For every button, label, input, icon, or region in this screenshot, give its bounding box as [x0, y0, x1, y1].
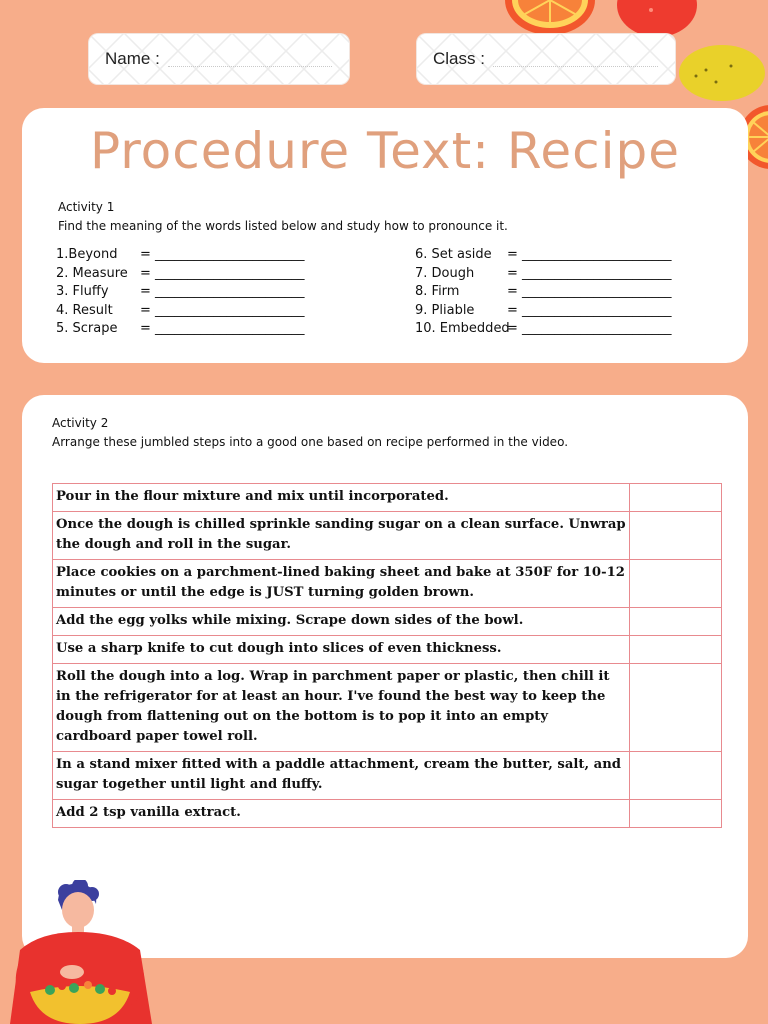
table-row	[53, 664, 722, 752]
name-input-line[interactable]	[168, 52, 332, 67]
vocab-row	[56, 265, 305, 284]
step-text: Roll the dough into a log. Wrap in parchment paper or plastic, then chill it in the refrigerator for at least an hour. I've found the best way to keep the dough from flattening out on the bottom is to pop it into an empty cardboard paper towel roll.	[53, 664, 630, 752]
activity1-card	[22, 108, 748, 363]
vocab-row	[56, 283, 305, 302]
order-cell[interactable]	[630, 512, 722, 560]
vocab-blank[interactable]: = _______________________	[140, 321, 305, 336]
vocab-row	[56, 320, 305, 339]
order-cell[interactable]	[630, 800, 722, 828]
order-cell[interactable]	[630, 752, 722, 800]
vocab-row	[415, 283, 672, 302]
vocab-list-left	[56, 246, 305, 339]
class-field[interactable]	[416, 33, 676, 85]
vocab-blank[interactable]: = _______________________	[507, 284, 672, 299]
class-label: Class :	[433, 49, 485, 68]
vocab-word: 8. Firm	[415, 284, 460, 299]
vocab-word: 1.Beyond	[56, 247, 118, 262]
vocab-blank[interactable]: = _______________________	[507, 247, 672, 262]
steps-table	[52, 483, 722, 828]
step-text: In a stand mixer fitted with a paddle attachment, cream the butter, salt, and sugar together until light and fluffy.	[53, 752, 630, 800]
step-text: Add 2 tsp vanilla extract.	[53, 800, 630, 828]
step-text: Once the dough is chilled sprinkle sanding sugar on a clean surface. Unwrap the dough and roll in the sugar.	[53, 512, 630, 560]
activity1-instruction: Find the meaning of the words listed below and study how to pronounce it.	[58, 219, 508, 233]
vocab-word: 9. Pliable	[415, 302, 475, 318]
table-row	[53, 484, 722, 512]
order-cell[interactable]	[630, 636, 722, 664]
vocab-word: 3. Fluffy	[56, 284, 109, 299]
vocab-word: 2. Measure	[56, 265, 128, 281]
table-row	[53, 800, 722, 828]
page-title: Procedure Text: Recipe	[89, 122, 681, 180]
vocab-row	[415, 246, 672, 265]
vocab-blank[interactable]: = _______________________	[507, 321, 672, 336]
table-row	[53, 560, 722, 608]
name-label: Name :	[105, 49, 160, 68]
vocab-row	[415, 265, 672, 284]
vocab-word: 7. Dough	[415, 265, 475, 281]
vocab-blank[interactable]: = _______________________	[140, 284, 305, 299]
vocab-blank[interactable]: = _______________________	[140, 265, 305, 281]
step-text: Place cookies on a parchment-lined baking sheet and bake at 350F for 10-12 minutes or until the edge is JUST turning golden brown.	[53, 560, 630, 608]
order-cell[interactable]	[630, 608, 722, 636]
table-row	[53, 752, 722, 800]
activity1-heading: Activity 1	[58, 200, 115, 214]
table-row	[53, 636, 722, 664]
vocab-blank[interactable]: = _______________________	[140, 302, 305, 318]
name-field[interactable]	[88, 33, 350, 85]
order-cell[interactable]	[630, 664, 722, 752]
step-text: Pour in the flour mixture and mix until incorporated.	[53, 484, 630, 512]
class-input-line[interactable]	[493, 52, 658, 67]
activity2-instruction: Arrange these jumbled steps into a good one based on recipe performed in the video.	[52, 435, 569, 449]
step-text: Use a sharp knife to cut dough into slices of even thickness.	[53, 636, 630, 664]
vocab-word: 4. Result	[56, 302, 113, 318]
vocab-list-right	[415, 246, 672, 339]
order-cell[interactable]	[630, 560, 722, 608]
vocab-word: 10. Embedded	[415, 321, 510, 336]
activity2-card	[22, 395, 748, 958]
order-cell[interactable]	[630, 484, 722, 512]
vocab-row	[415, 320, 672, 339]
step-text: Add the egg yolks while mixing. Scrape down sides of the bowl.	[53, 608, 630, 636]
vocab-blank[interactable]: = _______________________	[507, 302, 672, 318]
lemon-icon	[676, 42, 768, 104]
vocab-row	[415, 302, 672, 321]
vocab-blank[interactable]: = _______________________	[140, 247, 305, 262]
chef-illustration	[0, 880, 160, 1024]
table-row	[53, 608, 722, 636]
vocab-row	[56, 302, 305, 321]
vocab-word: 6. Set aside	[415, 247, 492, 262]
vocab-blank[interactable]: = _______________________	[507, 265, 672, 281]
table-row	[53, 512, 722, 560]
activity2-heading: Activity 2	[52, 416, 109, 430]
vocab-row	[56, 246, 305, 265]
vocab-word: 5. Scrape	[56, 321, 118, 336]
